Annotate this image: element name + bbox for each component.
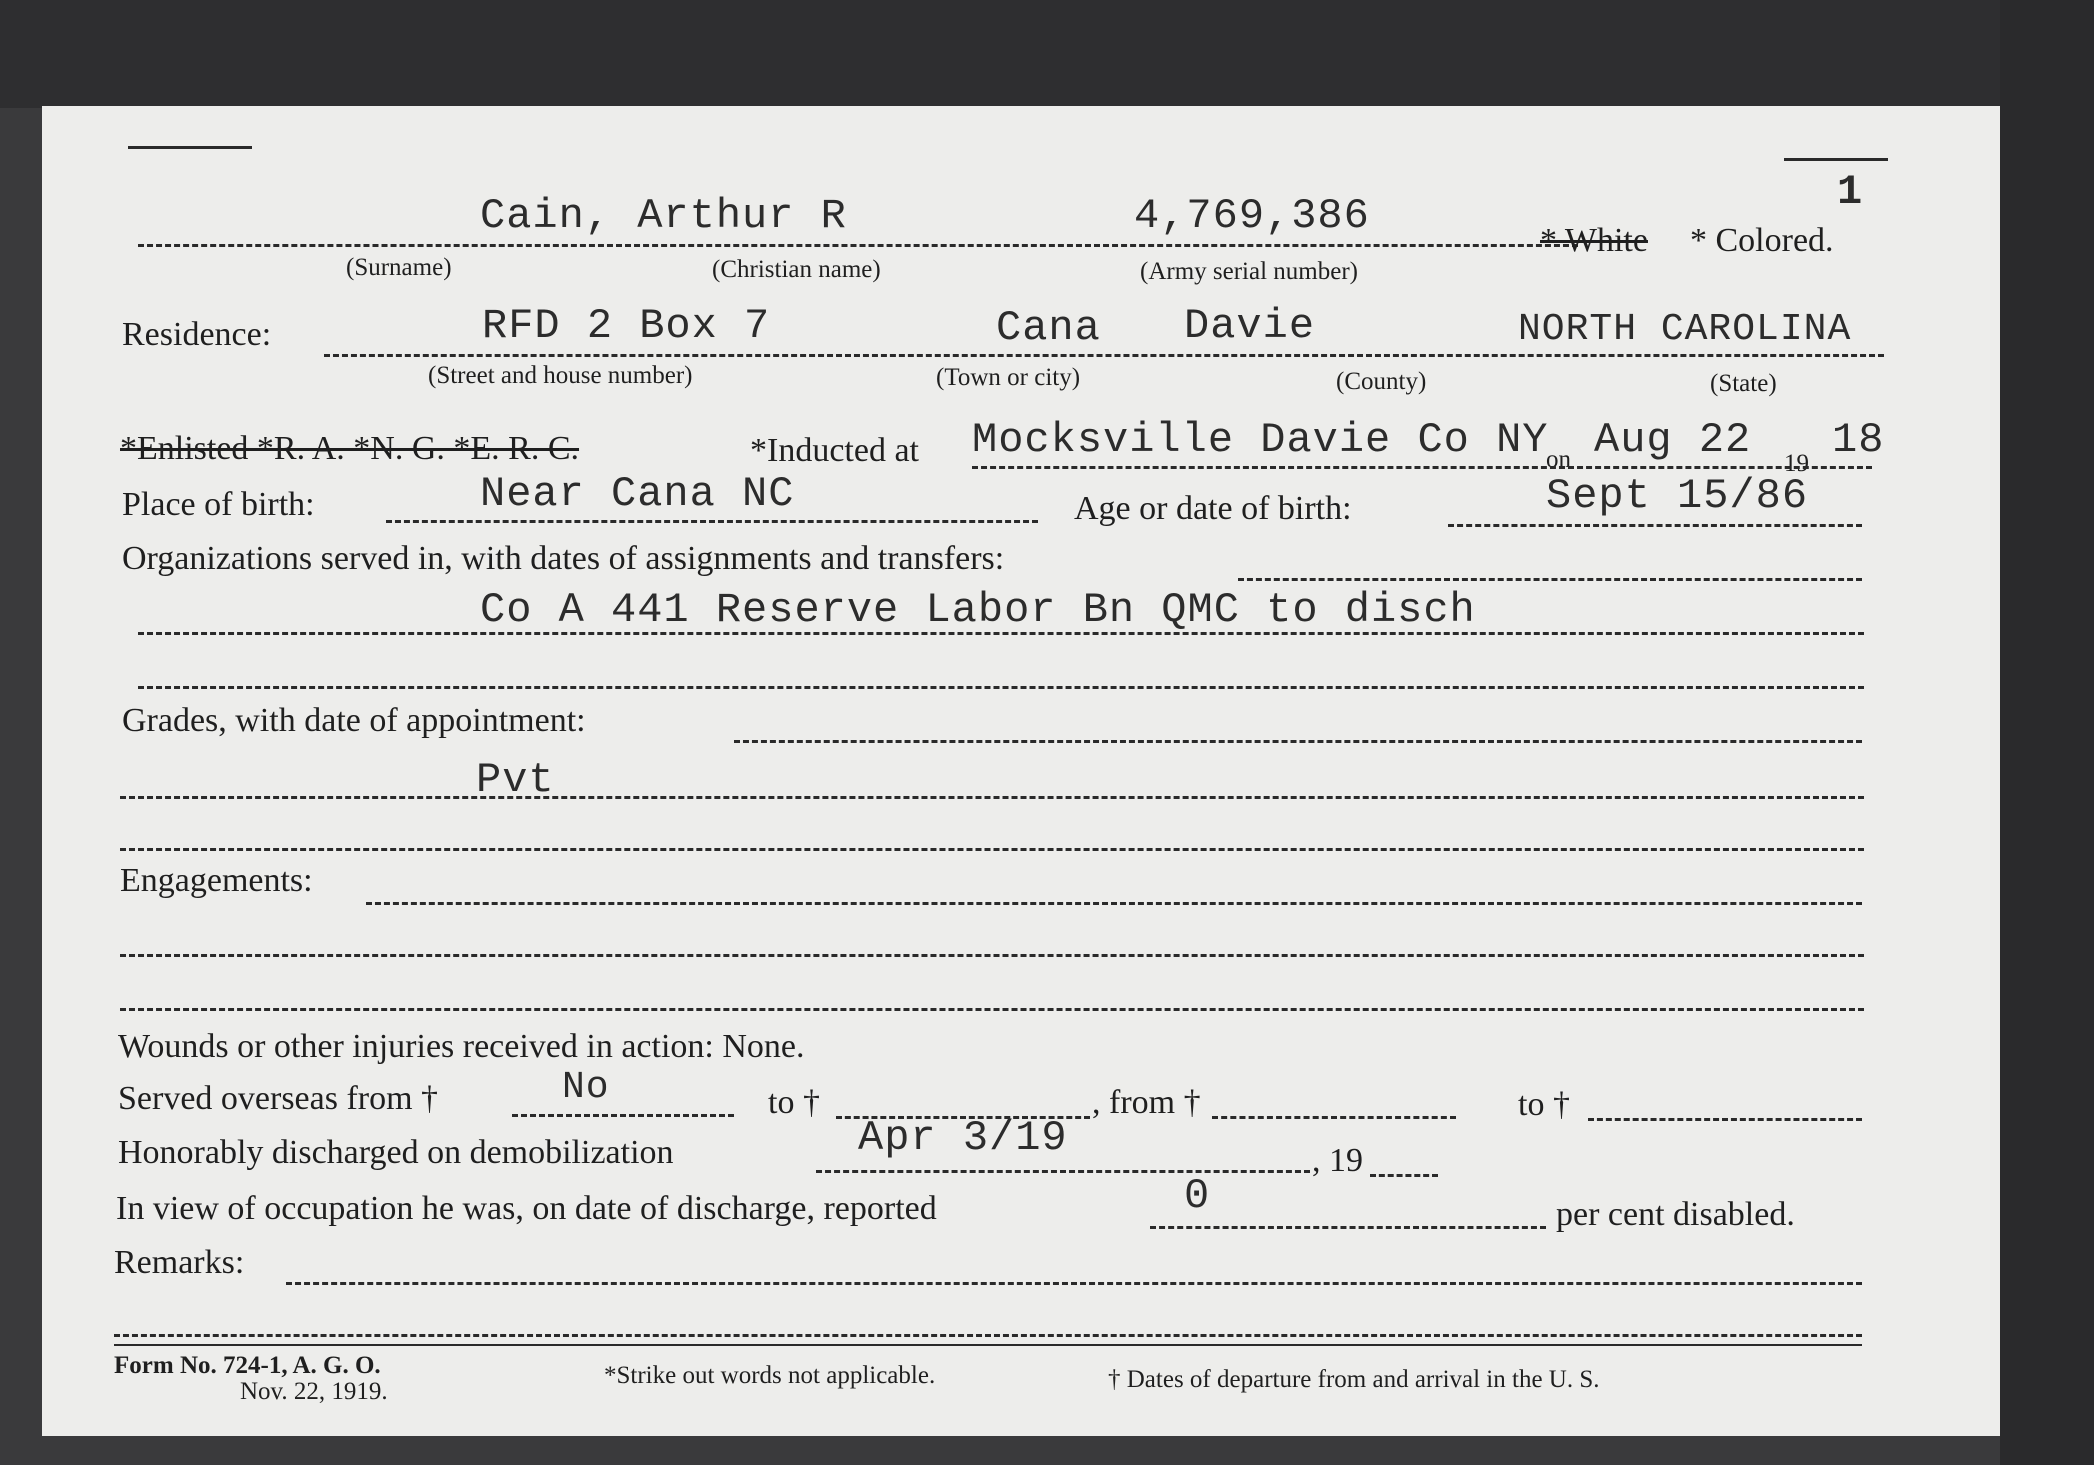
top-left-rule <box>128 146 252 149</box>
organization-value: Co A 441 Reserve Labor Bn QMC to disch <box>480 586 1476 634</box>
honorably-discharged-label: Honorably discharged on demobilization <box>118 1134 674 1171</box>
scan-background-right <box>2000 0 2094 1465</box>
footer-rule <box>114 1344 1862 1346</box>
street-label: (Street and house number) <box>428 362 693 389</box>
state-label: (State) <box>1710 370 1777 397</box>
inducted-line <box>972 466 1872 469</box>
overseas-from-2-label: , from † <box>1092 1084 1201 1121</box>
serial-value: 4,769,386 <box>1134 192 1370 240</box>
nineteen-label: 19 <box>1784 450 1809 477</box>
overseas-from-2-line <box>1212 1116 1456 1119</box>
overseas-from-line <box>512 1114 734 1117</box>
overseas-to-2-label: to † <box>1518 1086 1570 1123</box>
organizations-label: Organizations served in, with dates of assignments and transfers: <box>122 540 1005 577</box>
grades-line-2 <box>120 796 1864 799</box>
birth-place-label: Place of birth: <box>122 486 315 523</box>
name-line <box>138 244 1578 247</box>
serial-label: (Army serial number) <box>1140 258 1358 285</box>
organizations-line-2 <box>138 632 1864 635</box>
organizations-line-1 <box>1238 578 1862 581</box>
occupation-label: In view of occupation he was, on date of discharge, reported <box>116 1190 937 1227</box>
surname-label: (Surname) <box>346 254 452 281</box>
engagements-label: Engagements: <box>120 862 313 899</box>
discharge-year-line <box>1370 1174 1438 1177</box>
state-value: NORTH CAROLINA <box>1518 308 1852 351</box>
birth-date-value: Sept 15/86 <box>1546 472 1809 520</box>
residence-line <box>324 354 1884 357</box>
remarks-line-1 <box>286 1282 1862 1285</box>
engagements-line-1 <box>366 902 1862 905</box>
induction-place-value: Mocksville Davie Co NY <box>972 416 1549 464</box>
grades-line-3 <box>120 848 1864 851</box>
percent-disabled-line <box>1150 1226 1546 1229</box>
grade-value: Pvt <box>476 756 555 804</box>
wounds-label: Wounds or other injuries received in action: None. <box>118 1028 805 1065</box>
overseas-from-value: No <box>562 1066 610 1109</box>
remarks-line-2 <box>114 1334 1862 1337</box>
grades-line-1 <box>734 740 1862 743</box>
town-label: (Town or city) <box>936 364 1081 391</box>
served-overseas-label: Served overseas from † <box>118 1080 439 1117</box>
discharge-line <box>816 1170 1310 1173</box>
enlisted-struck-label: *Enlisted *R. A. *N. G. *E. R. C. <box>120 430 580 467</box>
card-number: 1 <box>1837 168 1864 216</box>
county-label: (County) <box>1336 368 1427 395</box>
induction-date-value: Aug 22 <box>1594 416 1752 464</box>
race-white-struck: * White <box>1540 222 1648 259</box>
comma-19-label: , 19 <box>1312 1142 1363 1179</box>
engagements-line-2 <box>120 954 1864 957</box>
top-right-rule <box>1784 158 1888 161</box>
organizations-line-3 <box>138 686 1864 689</box>
strike-note: *Strike out words not applicable. <box>604 1362 936 1389</box>
scan-background-top <box>0 0 2094 108</box>
on-label: on <box>1546 446 1571 473</box>
race-colored: * Colored. <box>1690 222 1834 259</box>
street-value: RFD 2 Box 7 <box>482 302 771 350</box>
service-record-card <box>42 106 2000 1436</box>
residence-label: Residence: <box>122 316 272 353</box>
christian-name-label: (Christian name) <box>712 256 881 283</box>
form-number: Form No. 724-1, A. G. O. <box>114 1352 381 1379</box>
overseas-to-label: to † <box>768 1084 820 1121</box>
engagements-line-3 <box>120 1008 1864 1011</box>
discharge-date-value: Apr 3/19 <box>858 1114 1068 1162</box>
dagger-note: † Dates of departure from and arrival in the U. S. <box>1108 1366 1600 1393</box>
birth-place-line <box>386 520 1038 523</box>
per-cent-disabled-label: per cent disabled. <box>1556 1196 1795 1233</box>
remarks-label: Remarks: <box>114 1244 245 1281</box>
percent-disabled-value: 0 <box>1184 1172 1211 1220</box>
county-value: Davie <box>1184 302 1316 350</box>
overseas-to-2-line <box>1588 1118 1862 1121</box>
grades-label: Grades, with date of appointment: <box>122 702 586 739</box>
birth-place-value: Near Cana NC <box>480 470 795 518</box>
town-value: Cana <box>996 304 1101 352</box>
name-value: Cain, Arthur R <box>480 192 847 240</box>
birth-date-label: Age or date of birth: <box>1074 490 1352 527</box>
form-date: Nov. 22, 1919. <box>240 1378 388 1405</box>
inducted-at-label: *Inducted at <box>750 432 919 469</box>
induction-year-value: 18 <box>1832 416 1885 464</box>
birth-date-line <box>1448 524 1862 527</box>
